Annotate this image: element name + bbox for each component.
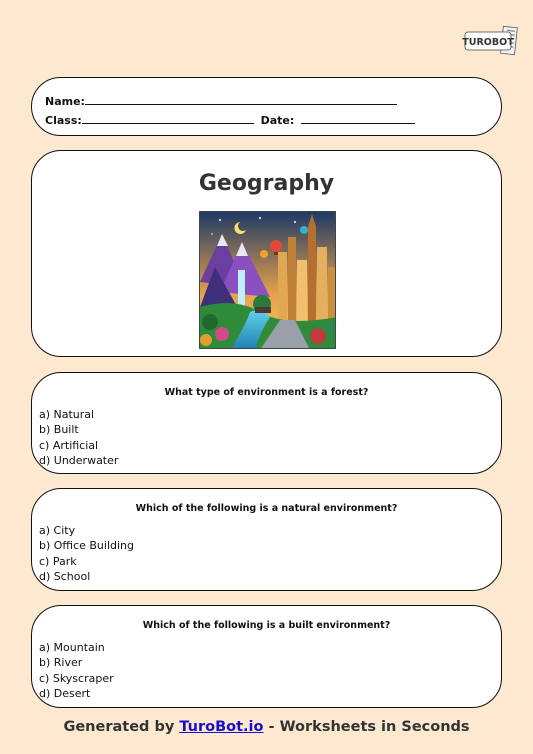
footer: [0, 719, 533, 735]
question-text: Which of the following is a natural environment?: [135, 503, 398, 514]
name-row: [45, 94, 397, 109]
option-c[interactable]: c) Skyscraper: [39, 671, 114, 685]
name-label: Name:: [45, 95, 85, 108]
turobot-link[interactable]: TuroBot.io: [179, 719, 264, 735]
logo-text: TUROBOT: [462, 37, 514, 48]
option-b[interactable]: b) Office Building: [39, 539, 134, 553]
title-card: [31, 150, 502, 357]
option-a[interactable]: a) Mountain: [39, 641, 105, 654]
option-d[interactable]: d) School: [39, 569, 91, 583]
question-card-1: [31, 372, 502, 474]
option-c[interactable]: c) Park: [39, 554, 77, 568]
question-card-2: [31, 488, 502, 591]
class-date-row: [45, 113, 415, 128]
options-list: [39, 523, 134, 584]
option-b[interactable]: b) River: [39, 656, 83, 670]
class-label: Class:: [45, 114, 82, 127]
geography-illustration: [199, 211, 336, 349]
option-d[interactable]: d) Underwater: [39, 453, 119, 467]
class-field[interactable]: [82, 113, 254, 124]
footer-suffix: - Worksheets in Seconds: [263, 719, 470, 735]
student-info-card: [31, 77, 502, 136]
option-d[interactable]: d) Desert: [39, 686, 91, 700]
options-list: [39, 407, 118, 468]
date-label: Date:: [260, 114, 295, 127]
question-card-3: [31, 605, 502, 708]
date-field[interactable]: [301, 113, 415, 124]
options-list: [39, 640, 114, 701]
turobot-logo: [462, 24, 518, 58]
question-text: Which of the following is a built environment?: [142, 620, 391, 631]
option-a[interactable]: a) Natural: [39, 408, 95, 421]
footer-prefix: Generated by: [63, 719, 180, 735]
name-field[interactable]: [85, 94, 397, 105]
worksheet-title: Geography: [198, 171, 335, 196]
option-c[interactable]: c) Artificial: [39, 438, 99, 452]
option-a[interactable]: a) City: [39, 524, 76, 537]
question-text: What type of environment is a forest?: [164, 387, 369, 398]
option-b[interactable]: b) Built: [39, 423, 79, 437]
